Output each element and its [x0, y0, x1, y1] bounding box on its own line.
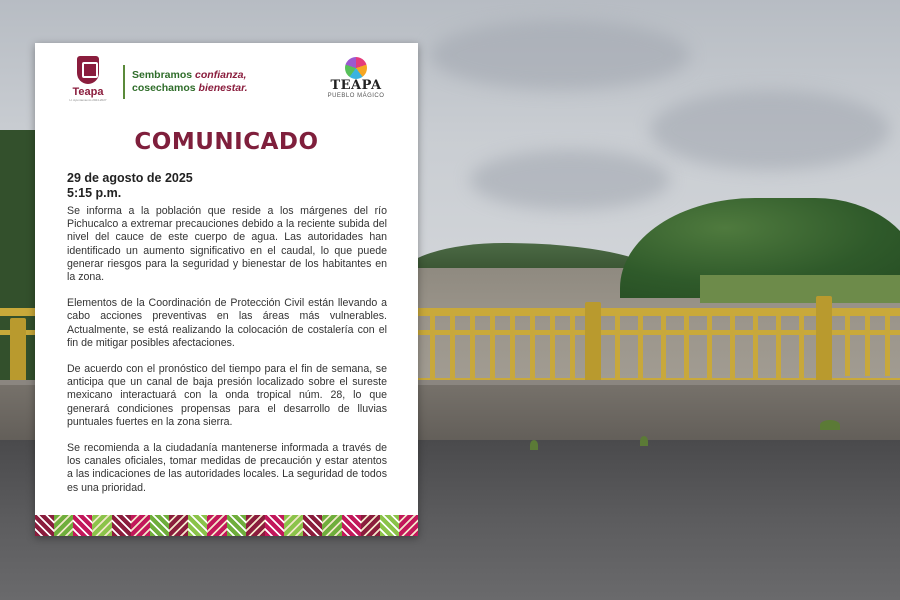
- cloud: [430, 20, 690, 90]
- weed: [530, 440, 538, 450]
- teapa-municipality-logo: [63, 56, 113, 106]
- cloud: [470, 150, 670, 210]
- notice-date: 29 de agosto de 2025: [67, 171, 193, 185]
- weed: [640, 436, 648, 446]
- cloud: [650, 90, 890, 170]
- pattern-segment: [380, 515, 399, 536]
- header-divider: [123, 65, 125, 99]
- pattern-segment: [188, 515, 207, 536]
- pattern-segment: [73, 515, 92, 536]
- pattern-segment: [303, 515, 322, 536]
- notice-paragraph: De acuerdo con el pronóstico del tiempo para el fin de semana, se anticipa que un canal de baja presión localizado sobre el sureste mexicano interactuará con la onda tropical núm. 28, lo que generará condiciones propensas para el desarrollo de lluvias puntuales fuertes en la zona sierra.: [67, 363, 387, 428]
- pueblo-magico-logo: [321, 57, 391, 109]
- slogan-line1-plain: Sembramos: [132, 69, 196, 81]
- pattern-segment: [54, 515, 73, 536]
- notice-datetime: [67, 171, 193, 201]
- notice-body: [67, 205, 387, 508]
- pattern-segment: [169, 515, 188, 536]
- decorative-pattern-band: [35, 515, 418, 536]
- slogan-line2-plain: cosechamos: [132, 82, 199, 94]
- pattern-segment: [227, 515, 246, 536]
- notice-paragraph: Se informa a la población que reside a los márgenes del río Pichucalco a extremar precauciones debido a la reciente subida del nivel del cauce de este cuerpo de agua. Las autoridades han identificado un aumento significativo en el caudal, lo que puede generar riesgos para la seguridad y bienestar de los habitantes en la zona.: [67, 205, 387, 284]
- notice-paragraph: Se recomienda a la ciudadanía mantenerse informada a través de los canales oficiales, tomar medidas de precaución y estar atentos a las indicaciones de las autoridades locales. La seguridad de todos es una prioridad.: [67, 442, 387, 494]
- pattern-segment: [399, 515, 418, 536]
- pattern-segment: [361, 515, 380, 536]
- bridge-post: [816, 296, 832, 386]
- slogan-line1-emph: confianza,: [195, 69, 247, 81]
- pattern-segment: [131, 515, 150, 536]
- right-river-bank: [700, 275, 900, 303]
- pueblo-magico-sub: PUEBLO MÁGICO: [327, 93, 385, 99]
- notice-time: 5:15 p.m.: [67, 186, 122, 200]
- pattern-segment: [112, 515, 131, 536]
- pattern-segment: [207, 515, 226, 536]
- pattern-segment: [92, 515, 111, 536]
- logo-tagline: H. Ayuntamiento 2024-2027: [69, 98, 107, 102]
- notice-title: COMUNICADO: [134, 129, 319, 155]
- logo-label: Teapa: [72, 86, 104, 98]
- coat-of-arms-icon: [77, 56, 99, 84]
- notice-card: [35, 43, 418, 536]
- pattern-segment: [322, 515, 341, 536]
- notice-header: [35, 43, 418, 113]
- slogan: [132, 69, 282, 95]
- pueblo-magico-label: TEAPA: [330, 78, 382, 93]
- pattern-segment: [342, 515, 361, 536]
- pattern-segment: [284, 515, 303, 536]
- pattern-segment: [246, 515, 265, 536]
- pattern-segment: [35, 515, 54, 536]
- pattern-segment: [265, 515, 284, 536]
- weed: [820, 420, 840, 430]
- pattern-segment: [150, 515, 169, 536]
- notice-paragraph: Elementos de la Coordinación de Protección Civil están llevando a cabo acciones preventivas en las áreas más vulnerables. Actualmente, se está realizando la colocación de costalería con el fin de mitigar posibles afectaciones.: [67, 297, 387, 349]
- flower-icon: [345, 57, 367, 79]
- slogan-line2-emph: bienestar.: [198, 82, 248, 94]
